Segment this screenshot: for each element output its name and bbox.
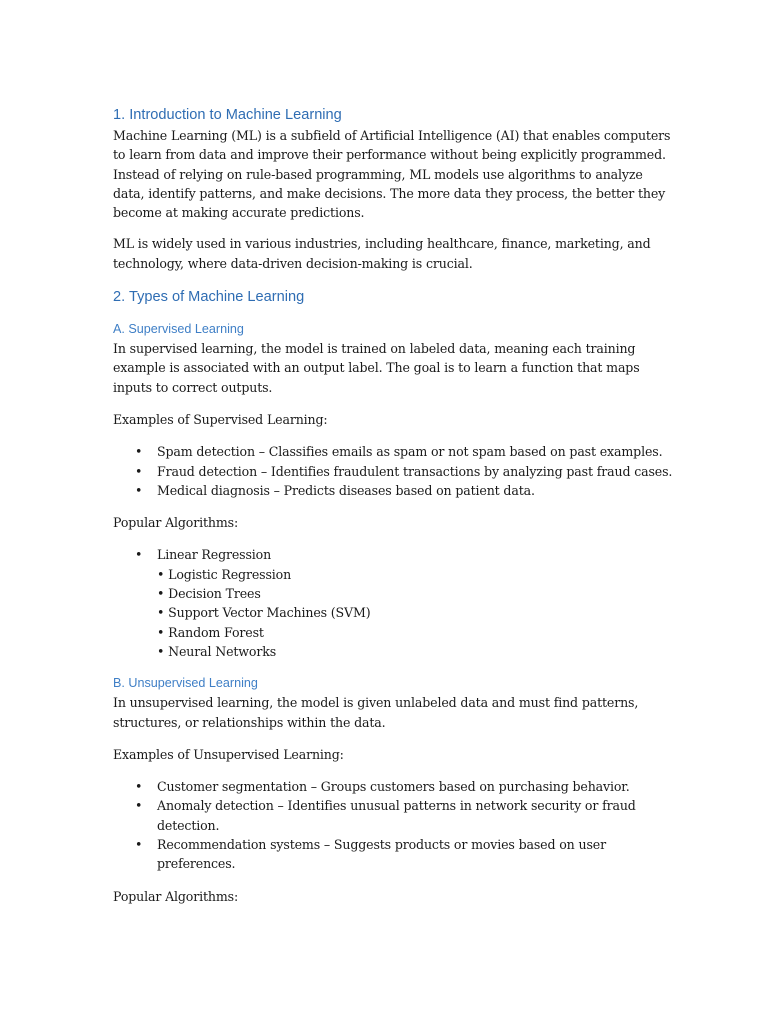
supervised-examples-label: Examples of Supervised Learning: [113, 411, 328, 427]
supervised-examples-list [113, 442, 673, 500]
unsupervised-algorithms-label: Popular Algorithms: [113, 888, 239, 904]
industries-paragraph: ML is widely used in various industries, including healthcare, finance, marketing, and technology, where data-driven decision-making is crucial. [113, 236, 651, 271]
subheading-unsupervised: B. Unsupervised Learning [113, 676, 258, 691]
bullet-icon: • [135, 463, 143, 479]
bullet-icon: • [135, 779, 143, 795]
algorithm-item: • Random Forest [157, 624, 264, 640]
section-heading-types: 2. Types of Machine Learning [113, 289, 305, 306]
bullet-icon: • [135, 798, 143, 814]
list-item: • Linear Regression [113, 545, 673, 564]
bullet-icon: • [135, 547, 143, 563]
list-item: • Anomaly detection – Identifies unusual patterns in network security or fraud detection. [135, 798, 636, 833]
list-item: • Spam detection – Classifies emails as spam or not spam based on past examples. [113, 442, 673, 461]
bullet-icon: • [135, 444, 143, 460]
section-heading-introduction: 1. Introduction to Machine Learning [113, 107, 342, 123]
list-item: • Customer segmentation – Groups customers based on purchasing behavior. [113, 777, 673, 796]
bullet-icon: • [135, 837, 143, 853]
algorithm-item: • Support Vector Machines (SVM) [157, 605, 371, 621]
algorithm-item: • Neural Networks [157, 643, 277, 659]
list-item: • Medical diagnosis – Predicts diseases based on patient data. [113, 481, 673, 500]
algorithm-inline-list [113, 565, 673, 661]
unsupervised-examples-label: Examples of Unsupervised Learning: [113, 746, 344, 762]
algorithm-item: • Logistic Regression [157, 566, 292, 582]
unsupervised-paragraph: In unsupervised learning, the model is given unlabeled data and must find patterns, structures, or relationships within the data. [113, 695, 639, 730]
list-item: • Recommendation systems – Suggests products or movies based on user preferences. [135, 837, 606, 872]
document-page [113, 104, 673, 906]
intro-paragraph: Machine Learning (ML) is a subfield of Artificial Intelligence (AI) that enables computers to learn from data and improve their performance without being explicitly programmed. Instead of relying on rule-based programming, ML models use algorithms to analyze data, identify patterns, and make decisions. The more data they process, the better they become at making accurate predictions. [113, 128, 671, 221]
supervised-paragraph: In supervised learning, the model is trained on labeled data, meaning each training example is associated with an output label. The goal is to learn a function that maps inputs to correct outputs. [113, 341, 640, 395]
supervised-algorithms-list [113, 545, 673, 564]
list-item: • Fraud detection – Identifies fraudulent transactions by analyzing past fraud cases. [113, 462, 673, 481]
unsupervised-examples-list [113, 777, 673, 873]
supervised-algorithms-label: Popular Algorithms: [113, 515, 239, 531]
bullet-icon: • [135, 482, 143, 498]
algorithm-item: • Decision Trees [157, 586, 261, 602]
subheading-supervised: A. Supervised Learning [113, 322, 244, 337]
